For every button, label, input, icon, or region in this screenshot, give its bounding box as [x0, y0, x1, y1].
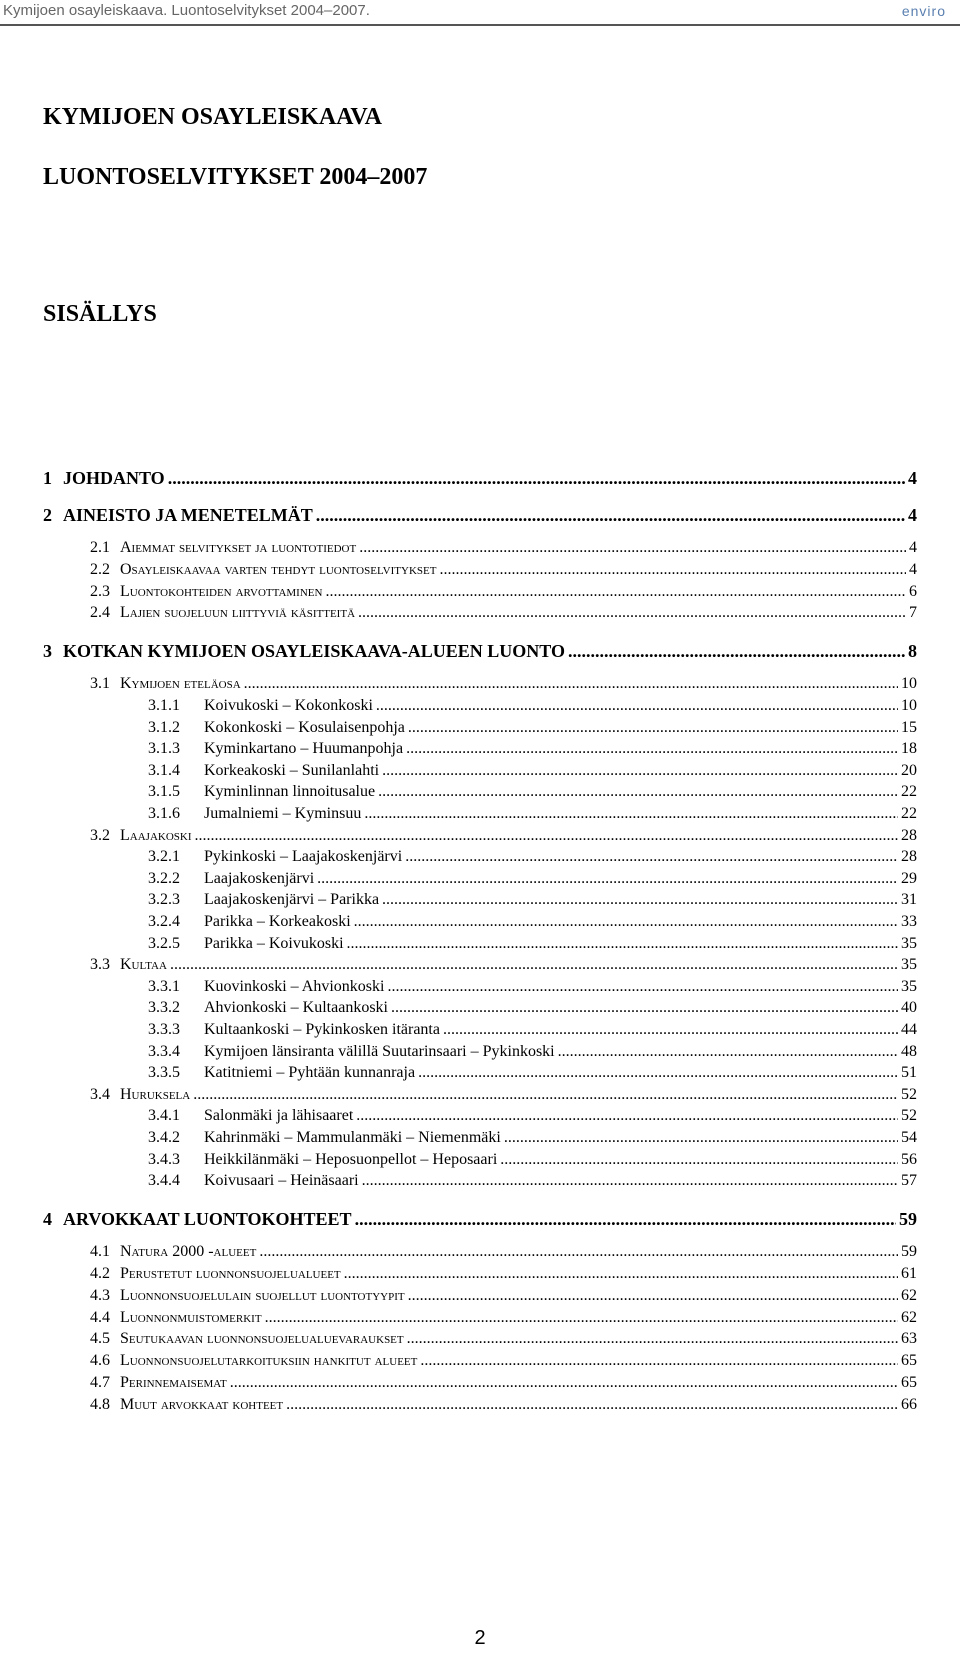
toc-entry[interactable] [90, 1397, 917, 1413]
toc-entry[interactable] [90, 605, 917, 621]
toc-entry-number: 2.3 [90, 582, 110, 600]
toc-entry-label: Kymijoen eteläosa [120, 675, 241, 693]
toc-entry-page: 54 [901, 1129, 917, 1146]
toc-entry-label: Osayleiskaavaa varten tehdyt luontoselvitykset [120, 560, 437, 578]
toc-entry-page: 61 [901, 1265, 917, 1282]
toc-entry[interactable] [148, 1173, 917, 1189]
toc-entry[interactable] [90, 1310, 917, 1326]
toc-entry[interactable] [90, 1288, 917, 1304]
toc-leader-dots [244, 676, 898, 692]
toc-entry-page: 62 [901, 1308, 917, 1326]
toc-entry-page: 15 [901, 718, 917, 736]
toc-entry-label: Jumalniemi – Kyminsuu [204, 805, 362, 822]
toc-leader-dots [317, 871, 898, 887]
toc-entry-page: 40 [901, 999, 917, 1017]
toc-entry-number: 3.1.6 [148, 805, 180, 822]
toc-leader-dots [344, 1266, 898, 1282]
toc-entry-page: 65 [901, 1374, 917, 1391]
toc-leader-dots [168, 469, 905, 487]
toc-entry-page: 65 [901, 1352, 917, 1370]
toc-entry[interactable] [148, 936, 917, 952]
header-title: Kymijoen osayleiskaava. Luontoselvitykset 2004–2007. [3, 2, 370, 19]
toc-entry[interactable] [90, 1331, 917, 1347]
toc-entry[interactable] [148, 1152, 917, 1168]
toc-entry-number: 3.2.5 [148, 934, 180, 952]
toc-entry-page: 63 [901, 1330, 917, 1348]
enviro-logo: enviro [901, 3, 946, 19]
toc-entry-number: 3.2.2 [148, 869, 180, 887]
toc-entry-label: AINEISTO JA MENETELMÄT [63, 505, 313, 525]
toc-leader-dots [382, 763, 898, 779]
toc-entry-label: Luonnonsuojelutarkoituksiin hankitut alueet [120, 1352, 418, 1370]
toc-entry[interactable] [43, 469, 917, 487]
toc-entry-number: 4.2 [90, 1265, 110, 1282]
toc-entry-label: Kultaankoski – Pykinkosken itäranta [204, 1021, 440, 1038]
toc-leader-dots [568, 642, 905, 660]
toc-leader-dots [405, 849, 898, 865]
toc-entry-page: 10 [901, 675, 917, 693]
toc-entry-number: 3.1 [90, 675, 110, 693]
toc-leader-dots [259, 1244, 898, 1260]
toc-entry-label: Luonnonmuistomerkit [120, 1308, 262, 1326]
toc-entry-number: 3.1.2 [148, 718, 180, 736]
toc-entry-label: Laajakoski [120, 826, 192, 844]
toc-entry-label: Pykinkoski – Laajakoskenjärvi [204, 848, 403, 866]
toc-entry[interactable] [148, 914, 917, 930]
toc-entry[interactable] [148, 1022, 917, 1038]
toc-entry[interactable] [90, 828, 917, 844]
toc-entry-number: 1 [43, 468, 52, 488]
toc-entry-page: 18 [901, 740, 917, 758]
toc-entry-label: Luonnonsuojelulain suojellut luontotyypit [120, 1286, 405, 1304]
toc-entry-label: Huruksela [120, 1085, 191, 1103]
toc-entry-page: 7 [909, 604, 917, 622]
toc-entry-label: Kuovinkoski – Ahvionkoski [204, 977, 385, 995]
toc-entry-number: 4.5 [90, 1330, 110, 1348]
toc-entry[interactable] [90, 1087, 917, 1103]
toc-entry-number: 4.6 [90, 1352, 110, 1370]
toc-entry[interactable] [90, 1244, 917, 1260]
toc-entry[interactable] [90, 584, 917, 600]
toc-entry-label: Kahrinmäki – Mammulanmäki – Niemenmäki [204, 1129, 501, 1146]
toc-entry-page: 66 [901, 1395, 917, 1413]
toc-entry-number: 3.4.3 [148, 1150, 180, 1168]
toc-entry[interactable] [148, 871, 917, 887]
toc-entry-page: 31 [901, 891, 917, 909]
toc-entry[interactable] [148, 1108, 917, 1124]
toc-leader-dots [418, 1065, 898, 1081]
toc-entry-label: Perustetut luonnonsuojelualueet [120, 1265, 341, 1282]
toc-entry-label: Kultaa [120, 956, 167, 974]
toc-entry-label: Koivukoski – Kokonkoski [204, 697, 373, 714]
toc-entry-label: Seutukaavan luonnonsuojelualuevaraukset [120, 1330, 404, 1348]
toc-entry-number: 3.4 [90, 1085, 110, 1103]
toc-entry[interactable] [148, 698, 917, 714]
toc-leader-dots [387, 979, 898, 995]
toc-entry-label: Kokonkoski – Kosulaisenpohja [204, 718, 405, 736]
toc-entry-label: Kymijoen länsiranta välillä Suutarinsaari – Pykinkoski [204, 1042, 555, 1060]
toc-entry[interactable] [148, 741, 917, 757]
toc-entry-label: Laajakoskenjärvi – Parikka [204, 891, 380, 909]
toc-leader-dots [193, 1087, 898, 1103]
toc-entry-number: 2.2 [90, 560, 110, 578]
toc-entry-label: JOHDANTO [63, 468, 165, 488]
toc-entry-label: Katitniemi – Pyhtään kunnanraja [204, 1064, 416, 1082]
toc-leader-dots [316, 506, 905, 524]
toc-leader-dots [504, 1130, 898, 1146]
toc-leader-dots [443, 1022, 898, 1038]
toc-leader-dots [439, 562, 906, 578]
toc-entry-page: 22 [901, 783, 917, 801]
toc-entry-number: 3.2.1 [148, 848, 180, 866]
toc-entry[interactable] [43, 1210, 917, 1228]
toc-entry-page: 44 [901, 1021, 917, 1038]
toc-entry-label: Parikka – Koivukoski [204, 934, 344, 952]
toc-entry[interactable] [148, 1130, 917, 1146]
toc-leader-dots [406, 741, 898, 757]
toc-entry[interactable] [90, 540, 917, 556]
toc-leader-dots [358, 605, 906, 621]
toc-leader-dots [195, 828, 899, 844]
toc-entry[interactable] [148, 720, 917, 736]
toc-leader-dots [408, 720, 898, 736]
toc-entry-number: 4.3 [90, 1286, 110, 1304]
toc-entry[interactable] [43, 506, 917, 524]
toc-entry-number: 3.2.3 [148, 891, 180, 909]
toc-entry[interactable] [148, 806, 917, 822]
toc-entry-page: 48 [901, 1042, 917, 1060]
toc-entry-number: 4.4 [90, 1308, 110, 1326]
toc-entry-page: 20 [901, 761, 917, 779]
toc-entry-number: 3.4.4 [148, 1172, 180, 1190]
toc-entry-page: 8 [908, 641, 917, 662]
toc-entry-label: Korkeakoski – Sunilanlahti [204, 761, 380, 779]
toc-entry-number: 3.4.2 [148, 1129, 180, 1146]
toc-entry[interactable] [90, 1375, 917, 1391]
toc-entry-label: Muut arvokkaat kohteet [120, 1395, 284, 1413]
toc-entry-page: 4 [909, 560, 917, 578]
document-subtitle: LUONTOSELVITYKSET 2004–2007 [43, 164, 428, 190]
toc-entry-page: 52 [901, 1107, 917, 1125]
toc-leader-dots [407, 1331, 898, 1347]
toc-entry-label: Perinnemaisemat [120, 1374, 227, 1391]
toc-entry[interactable] [148, 849, 917, 865]
toc-entry-page: 4 [908, 468, 917, 488]
toc-entry-page: 4 [908, 505, 917, 525]
toc-entry-label: Heikkilänmäki – Heposuonpellot – Heposaari [204, 1150, 498, 1168]
toc-entry-number: 3.2.4 [148, 913, 180, 930]
toc-leader-dots [356, 1108, 898, 1124]
toc-entry-number: 3.3.2 [148, 999, 180, 1017]
toc-entry-label: Ahvionkoski – Kultaankoski [204, 999, 388, 1017]
toc-entry[interactable] [43, 642, 917, 660]
toc-entry-number: 3.2 [90, 826, 110, 844]
toc-leader-dots [391, 1000, 898, 1016]
toc-leader-dots [170, 957, 898, 973]
toc-entry-page: 28 [901, 826, 917, 844]
toc-leader-dots [362, 1173, 898, 1189]
toc-entry-page: 10 [901, 697, 917, 714]
toc-entry-number: 4 [43, 1209, 52, 1230]
toc-entry-page: 62 [901, 1286, 917, 1304]
toc-entry-label: Lajien suojeluun liittyviä käsitteitä [120, 604, 356, 622]
toc-entry-label: Kyminkartano – Huumanpohja [204, 740, 404, 758]
toc-entry[interactable] [90, 1266, 917, 1282]
toc-entry-number: 2.4 [90, 604, 110, 622]
toc-leader-dots [500, 1152, 898, 1168]
toc-leader-dots [230, 1375, 898, 1391]
toc-entry-page: 59 [901, 1243, 917, 1261]
toc-leader-dots [408, 1288, 898, 1304]
toc-entry-label: ARVOKKAAT LUONTOKOHTEET [63, 1209, 352, 1230]
toc-entry-page: 29 [901, 869, 917, 887]
toc-entry[interactable] [90, 957, 917, 973]
toc-entry-label: Luontokohteiden arvottaminen [120, 582, 323, 600]
toc-entry-number: 4.7 [90, 1374, 110, 1391]
toc-entry-page: 35 [901, 977, 917, 995]
toc-leader-dots [325, 584, 906, 600]
toc-entry[interactable] [148, 892, 917, 908]
toc-entry-label: Parikka – Korkeakoski [204, 913, 351, 930]
toc-leader-dots [378, 784, 898, 800]
page-number: 2 [474, 1627, 486, 1649]
toc-entry-page: 33 [901, 913, 917, 930]
toc-entry-page: 35 [901, 934, 917, 952]
toc-entry-label: Kyminlinnan linnoitusalue [204, 783, 376, 801]
toc-entry-label: Aiemmat selvitykset ja luontotiedot [120, 539, 357, 556]
toc-leader-dots [364, 806, 898, 822]
toc-entry[interactable] [90, 562, 917, 578]
toc-entry-number: 2.1 [90, 539, 110, 556]
toc-entry-number: 3.1.4 [148, 761, 180, 779]
toc-entry-label: Koivusaari – Heinäsaari [204, 1172, 359, 1190]
toc-leader-dots [347, 936, 898, 952]
toc-entry-number: 3.4.1 [148, 1107, 180, 1125]
toc-entry-number: 3.1.5 [148, 783, 180, 801]
toc-entry-label: Natura 2000 -alueet [120, 1243, 257, 1261]
toc-entry-number: 2 [43, 505, 52, 525]
toc-leader-dots [354, 914, 898, 930]
toc-entry-number: 3.1.1 [148, 697, 180, 714]
toc-entry-page: 6 [909, 582, 917, 600]
toc-entry[interactable] [90, 676, 917, 692]
toc-leader-dots [382, 892, 898, 908]
toc-entry-number: 3.3 [90, 956, 110, 974]
toc-entry[interactable] [90, 1353, 917, 1369]
toc-entry[interactable] [148, 784, 917, 800]
toc-entry-page: 22 [901, 805, 917, 822]
toc-leader-dots [359, 540, 906, 556]
toc-entry-number: 4.8 [90, 1395, 110, 1413]
toc-entry-page: 35 [901, 956, 917, 974]
toc-entry-page: 51 [901, 1064, 917, 1082]
toc-entry[interactable] [148, 1000, 917, 1016]
document-title: KYMIJOEN OSAYLEISKAAVA [43, 104, 382, 130]
toc-leader-dots [376, 698, 898, 714]
toc-entry-page: 59 [899, 1209, 917, 1230]
toc-entry-label: Laajakoskenjärvi [204, 869, 315, 887]
toc-entry-number: 4.1 [90, 1243, 110, 1261]
toc-entry-page: 4 [909, 539, 917, 556]
toc-entry-number: 3.3.5 [148, 1064, 180, 1082]
toc-entry-page: 28 [901, 848, 917, 866]
toc-entry-page: 57 [901, 1172, 917, 1190]
toc-entry-number: 3.3.4 [148, 1042, 180, 1060]
toc-entry-number: 3 [43, 641, 52, 662]
toc-entry-page: 56 [901, 1150, 917, 1168]
toc-entry[interactable] [148, 979, 917, 995]
toc-entry-number: 3.1.3 [148, 740, 180, 758]
toc-leader-dots [420, 1353, 898, 1369]
toc-entry[interactable] [148, 1044, 917, 1060]
toc-leader-dots [355, 1210, 896, 1228]
toc-entry-page: 52 [901, 1085, 917, 1103]
contents-heading: SISÄLLYS [43, 301, 157, 327]
toc-leader-dots [286, 1397, 898, 1413]
toc-entry-number: 3.3.3 [148, 1021, 180, 1038]
toc-entry-number: 3.3.1 [148, 977, 180, 995]
toc-leader-dots [265, 1310, 898, 1326]
toc-entry-label: Salonmäki ja lähisaaret [204, 1107, 354, 1125]
toc-entry[interactable] [148, 763, 917, 779]
toc-entry-label: KOTKAN KYMIJOEN OSAYLEISKAAVA-ALUEEN LUONTO [63, 641, 565, 662]
toc-leader-dots [558, 1044, 898, 1060]
toc-entry[interactable] [148, 1065, 917, 1081]
